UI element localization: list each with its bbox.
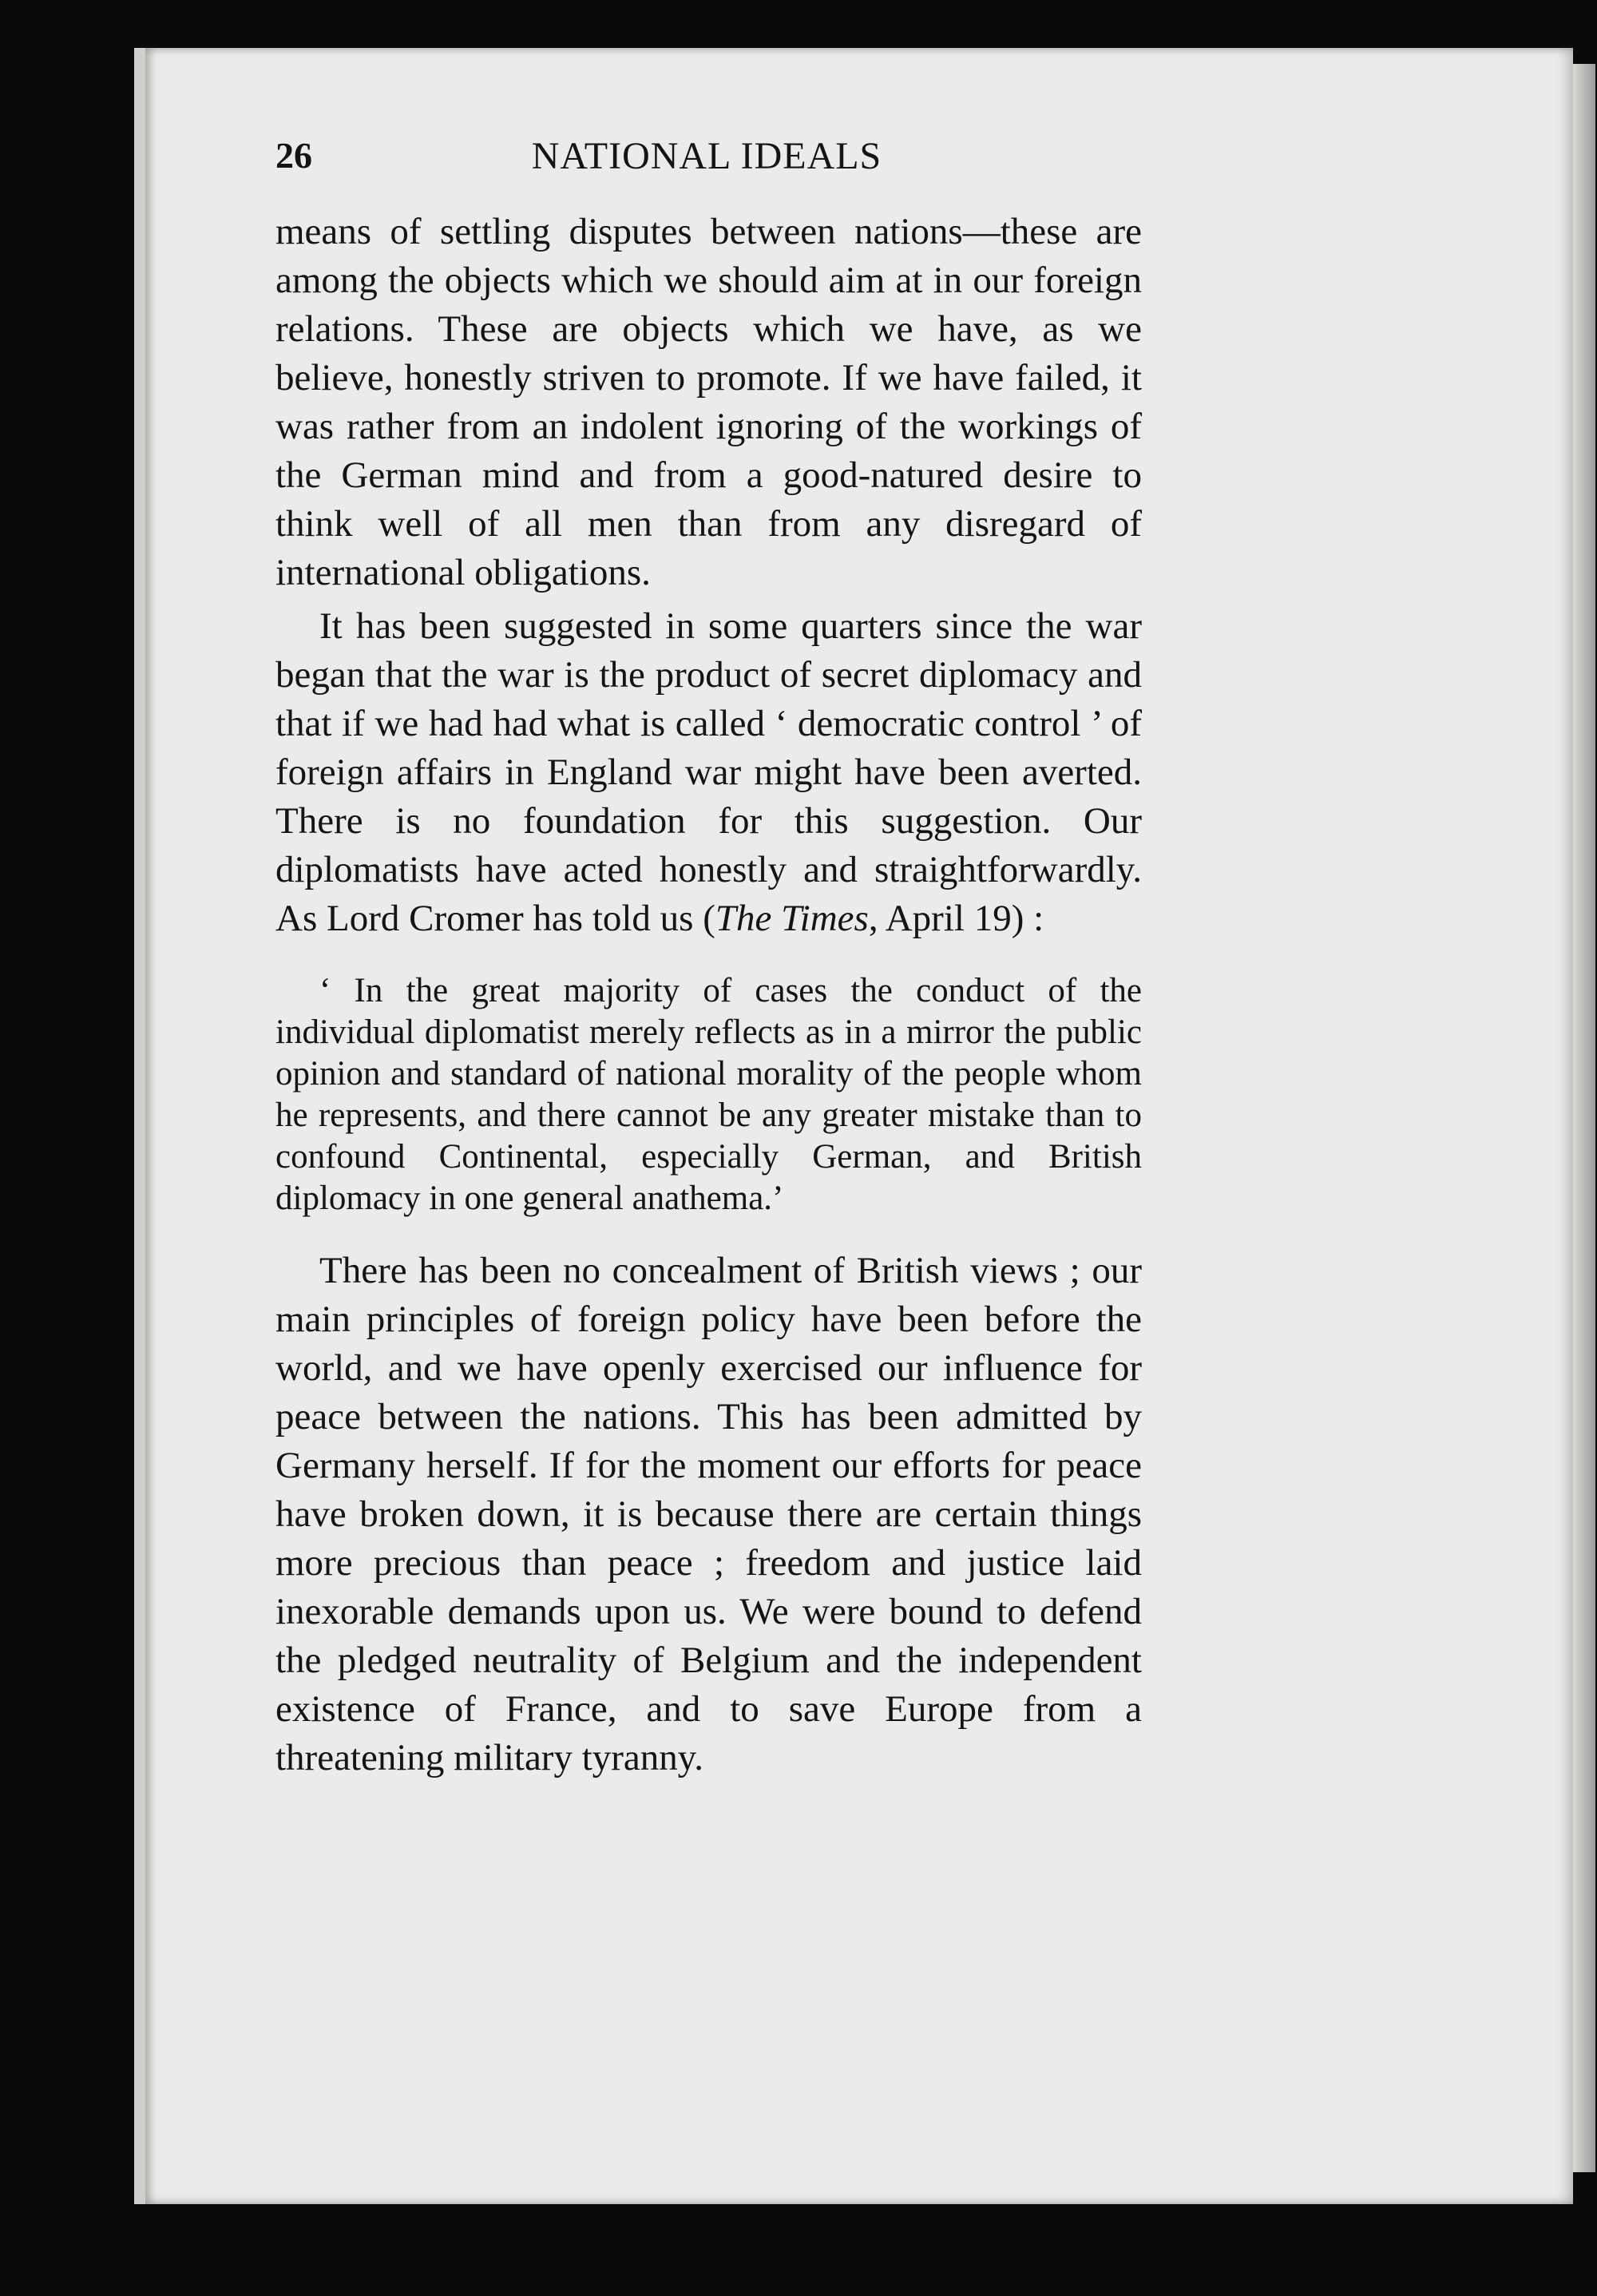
body-text bbox=[275, 208, 1142, 1782]
paragraph-2-text: It has been suggested in some quarters since the war began that the war is the product of secret diplomacy and that if we had had what is called ‘ democratic control ’ of foreign affairs in England war might have been averted. There is no foundation for this suggestion. Our diplomatists have acted honestly and straightforwardly. As Lord Cromer has told us ( bbox=[275, 605, 1142, 939]
paragraph-2-tail: , April 19) : bbox=[868, 898, 1044, 939]
page-header bbox=[275, 120, 1138, 192]
paragraph-2 bbox=[275, 602, 1142, 943]
block-quote: ‘ In the great majority of cases the conduct of the individual diplomatist merely reflects as in a mirror the public opinion and standard of national morality of the people whom he represents, and there cannot be any greater mistake than to confound Continental, especially German, and British diplomacy in one general anathema.’ bbox=[275, 972, 1142, 1217]
paragraph-2-italic: The Times bbox=[715, 898, 869, 939]
running-head: NATIONAL IDEALS bbox=[531, 135, 882, 177]
page-number: 26 bbox=[275, 135, 312, 176]
paragraph-3: There has been no concealment of British views ; our main principles of foreign policy have been before the world, and we have openly exercised our influence for peace between the nations. This has been admitted by Germany herself. If for the moment our efforts for peace have broken down, it is because there are certain things more precious than peace ; freedom and justice laid inexorable demands upon us. We were bound to defend the pledged neutrality of Belgium and the independent existence of France, and to save Europe from a threatening military tyranny. bbox=[275, 1250, 1142, 1779]
paragraph-1: means of settling disputes between nations—these are among the objects which we should aim at in our foreign relations. These are objects which we have, as we believe, honestly striven to promote. If we have failed, it was rather from an indolent ignoring of the workings of the German mind and from a good-natured desire to think well of all men than from any disregard of international obligations. bbox=[275, 211, 1142, 593]
